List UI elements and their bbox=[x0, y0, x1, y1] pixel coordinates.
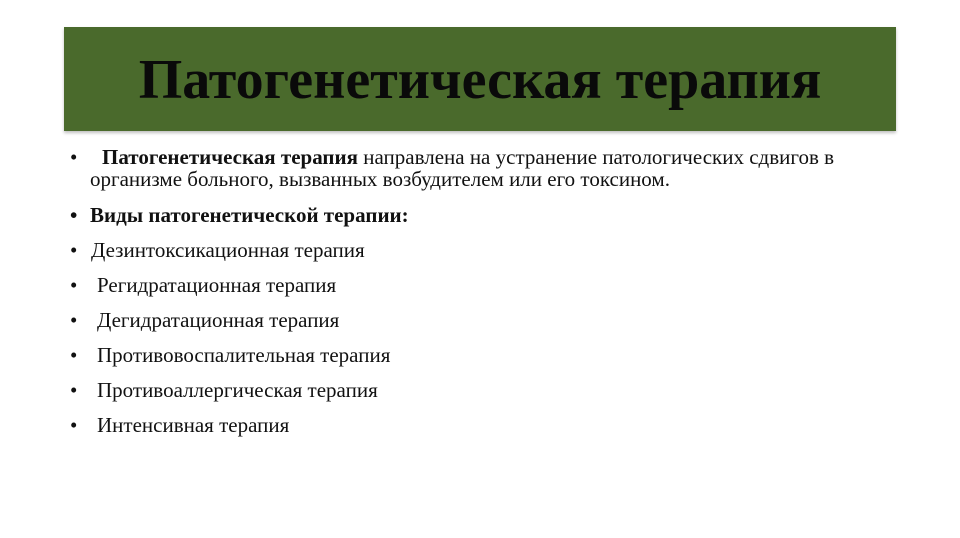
bullet-marker: • bbox=[70, 238, 78, 262]
bullet-marker: • bbox=[70, 343, 78, 367]
bullet-marker: • bbox=[70, 413, 78, 437]
therapy-type-label: Дезинтоксикационная терапия bbox=[91, 238, 365, 262]
list-item bbox=[70, 414, 870, 436]
list-item bbox=[70, 344, 870, 366]
intro-description: направлена на устранение патологических сдвигов в организме больного, вызванных возбудителем или его токсином. bbox=[90, 145, 835, 191]
bullet-list bbox=[70, 146, 870, 449]
types-heading-bullet bbox=[70, 204, 870, 226]
bullet-marker: • bbox=[70, 273, 78, 297]
bullet-marker: • bbox=[70, 203, 78, 227]
therapy-type-label: Противоаллергическая терапия bbox=[97, 378, 378, 402]
therapy-type-label: Интенсивная терапия bbox=[97, 413, 290, 437]
title-banner bbox=[64, 27, 896, 131]
slide-title: Патогенетическая терапия bbox=[138, 49, 822, 111]
intro-text bbox=[90, 145, 834, 191]
therapy-type-label: Регидратационная терапия bbox=[97, 273, 337, 297]
therapy-type-label: Дегидратационная терапия bbox=[97, 308, 340, 332]
intro-bullet bbox=[70, 146, 870, 190]
list-item bbox=[70, 274, 870, 296]
list-item bbox=[70, 309, 870, 331]
list-item bbox=[70, 239, 870, 261]
therapy-type-label: Противовоспалительная терапия bbox=[97, 343, 391, 367]
bullet-marker: • bbox=[70, 378, 78, 402]
bullet-marker: • bbox=[70, 308, 78, 332]
list-item bbox=[70, 379, 870, 401]
intro-bold-term: Патогенетическая терапия bbox=[102, 145, 358, 169]
types-heading: Виды патогенетической терапии: bbox=[90, 203, 409, 227]
bullet-marker: • bbox=[70, 145, 78, 169]
